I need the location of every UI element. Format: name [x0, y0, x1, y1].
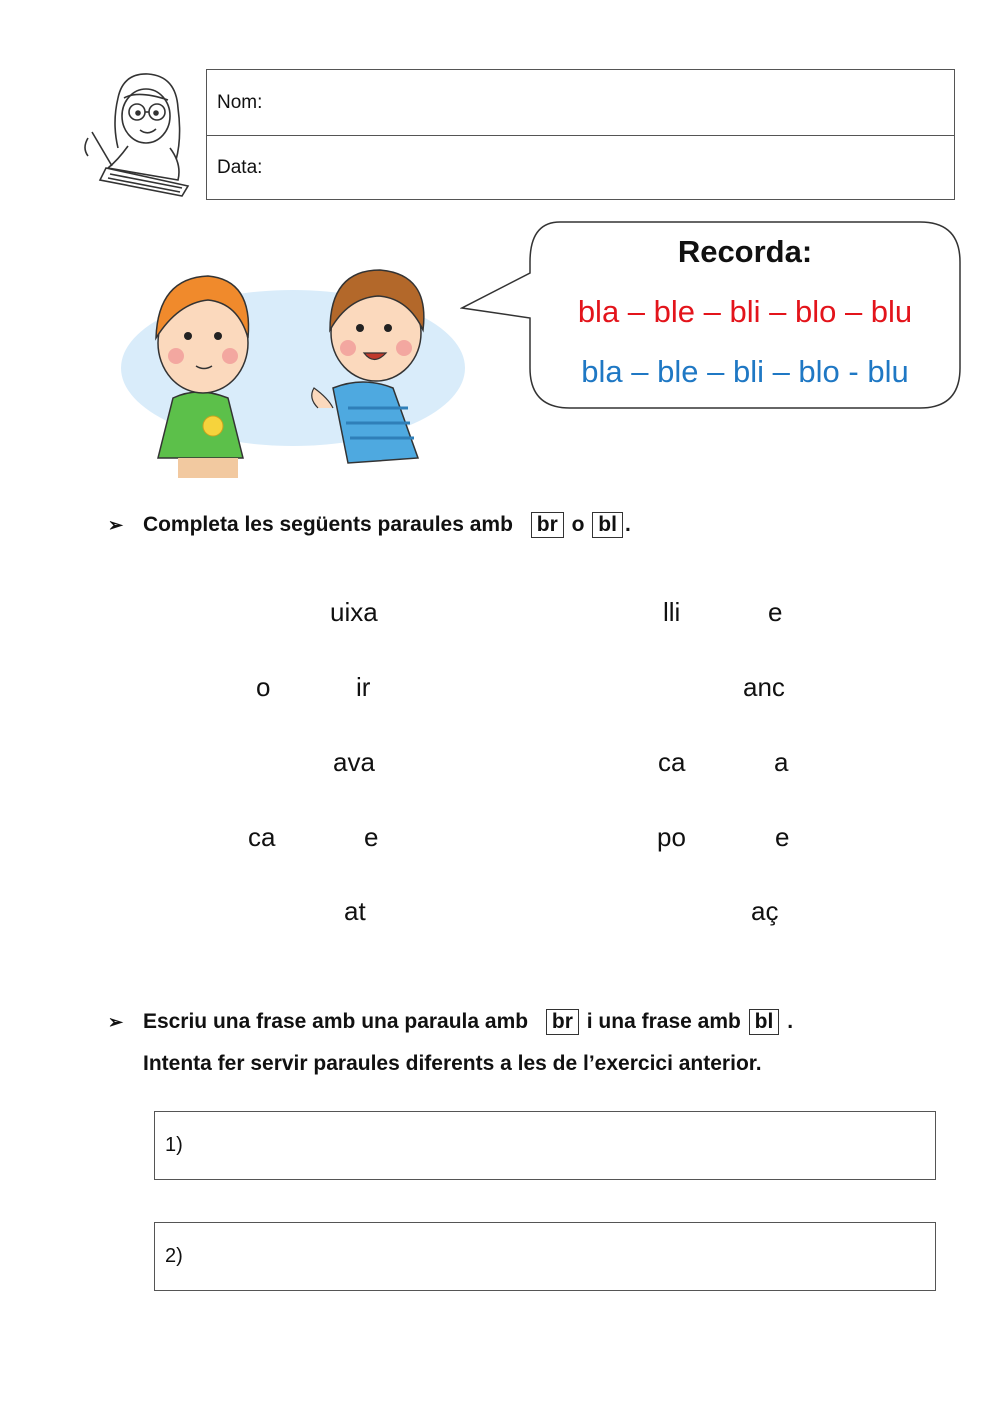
- exercise2-text-1: Escriu una frase amb una paraula amb: [142, 1010, 529, 1033]
- exercise2-text-2: i una frase amb: [586, 1010, 741, 1033]
- exercise2-instruction-line2: Intenta fer servir paraules diferents a les de l’exercici anterior.: [143, 1052, 762, 1075]
- word-right-4-part-a: po: [657, 822, 686, 852]
- arrow-bullet-icon: ➢: [108, 515, 124, 535]
- answer-box-1[interactable]: [154, 1111, 936, 1180]
- date-label: Data:: [217, 157, 263, 178]
- word-right-4-part-b: e: [775, 822, 790, 852]
- girl-writing-illustration: [78, 68, 198, 200]
- option-bl-box: bl: [592, 512, 623, 538]
- exercise1-connector: o: [571, 513, 585, 536]
- word-left-1-part-b: uixa: [330, 597, 378, 627]
- exercise1-end: .: [624, 513, 631, 536]
- word-right-1-part-b: e: [768, 597, 783, 627]
- reminder-syllables-blue: bla – ble – bli – blo - blu: [581, 354, 909, 389]
- option-br-box: br: [546, 1009, 579, 1035]
- answer-label-2: 2): [165, 1245, 183, 1267]
- exercise2-end: .: [787, 1010, 794, 1033]
- name-field[interactable]: [207, 70, 954, 136]
- kids-talking-illustration: [118, 258, 468, 478]
- word-left-5-part-b: at: [344, 896, 366, 926]
- answer-box-2[interactable]: [154, 1222, 936, 1291]
- word-right-2-part-b: anc: [743, 672, 785, 702]
- word-left-2-part-b: ir: [356, 672, 371, 702]
- arrow-bullet-icon: ➢: [108, 1012, 124, 1032]
- reminder-title: Recorda:: [677, 234, 813, 269]
- exercise1-instruction: [108, 512, 631, 538]
- exercise1-text: Completa les següents paraules amb: [142, 513, 513, 536]
- word-left-2-part-a: o: [256, 672, 271, 702]
- name-date-box: [206, 69, 955, 200]
- name-label: Nom:: [217, 92, 263, 113]
- word-left-4-part-a: ca: [248, 822, 276, 852]
- date-field[interactable]: [207, 135, 954, 200]
- word-left-4-part-b: e: [364, 822, 379, 852]
- word-right-5-part-b: aç: [751, 896, 779, 926]
- word-left-3-part-b: ava: [333, 747, 375, 777]
- option-bl-box: bl: [749, 1009, 780, 1035]
- option-br-box: br: [531, 512, 564, 538]
- word-right-1-part-a: lli: [663, 597, 681, 627]
- answer-label-1: 1): [165, 1134, 183, 1156]
- exercise2-instruction: [108, 1009, 793, 1035]
- reminder-syllables-red: bla – ble – bli – blo – blu: [577, 294, 913, 329]
- word-right-3-part-b: a: [774, 747, 789, 777]
- word-right-3-part-a: ca: [658, 747, 686, 777]
